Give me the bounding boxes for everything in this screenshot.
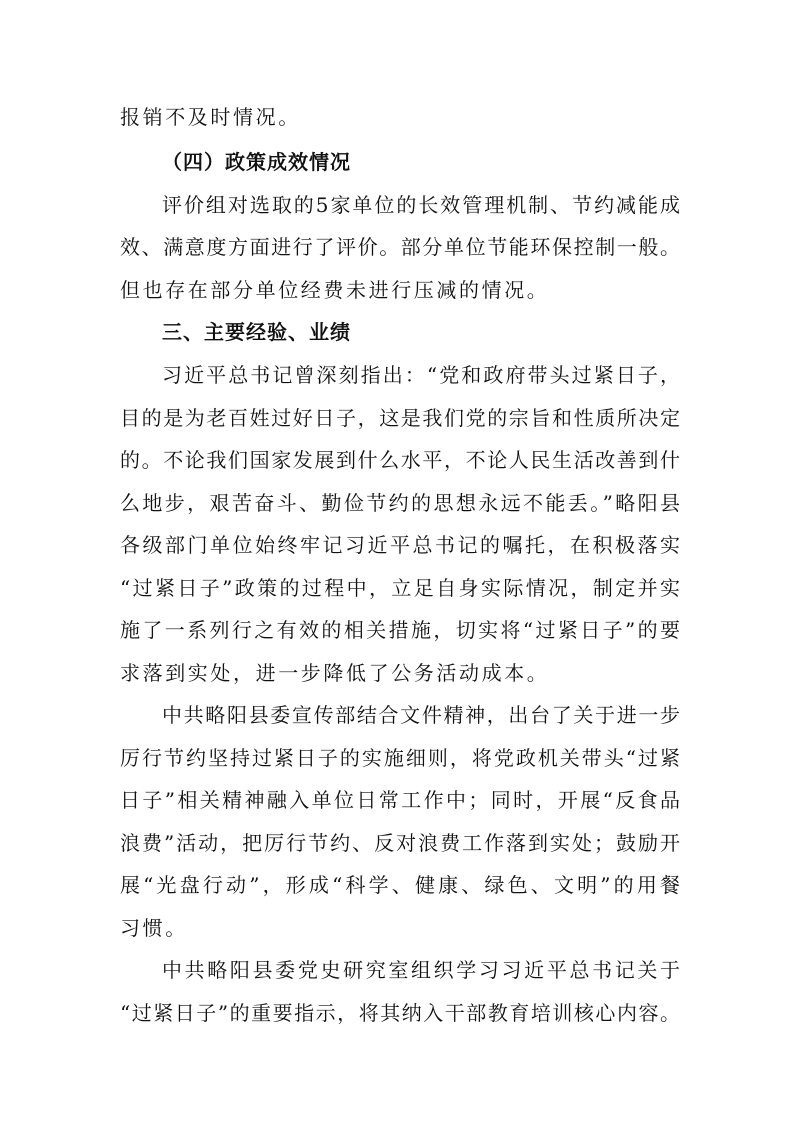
body-line: 但也存在部分单位经费未进行压减的情况。 bbox=[120, 278, 550, 302]
body-line: 各级部门单位始终牢记习近平总书记的嘱托，在积极落实 bbox=[120, 533, 680, 557]
body-line: “过紧日子”的重要指示，将其纳入干部教育培训核心内容。 bbox=[120, 1001, 680, 1025]
body-line: 评价组对选取的5家单位的长效管理机制、节约减能成 bbox=[162, 193, 680, 217]
body-line: 效、满意度方面进行了评价。部分单位节能环保控制一般。 bbox=[120, 235, 680, 259]
body-line: 厉行节约坚持过紧日子的实施细则，将党政机关带头“过紧 bbox=[120, 746, 680, 770]
section-heading: （四）政策成效情况 bbox=[162, 150, 351, 174]
body-line: 展“光盘行动”，形成“科学、健康、绿色、文明”的用餐 bbox=[120, 873, 680, 897]
body-line: 习惯。 bbox=[120, 916, 188, 940]
body-line: 目的是为老百姓过好日子，这是我们党的宗旨和性质所决定 bbox=[120, 406, 680, 430]
body-line: 中共略阳县委党史研究室组织学习习近平总书记关于 bbox=[162, 958, 680, 982]
body-line: 中共略阳县委宣传部结合文件精神，出台了关于进一步 bbox=[162, 703, 680, 727]
section-heading: 三、主要经验、业绩 bbox=[162, 320, 351, 344]
body-line: 求落到实处，进一步降低了公务活动成本。 bbox=[120, 661, 550, 685]
body-line: 日子”相关精神融入单位日常工作中；同时，开展“反食品 bbox=[120, 788, 680, 812]
body-line: 么地步，艰苦奋斗、勤俭节约的思想永远不能丢。”略阳县 bbox=[120, 491, 680, 515]
body-line: 浪费”活动，把厉行节约、反对浪费工作落到实处；鼓励开 bbox=[120, 831, 680, 855]
body-line: 报销不及时情况。 bbox=[120, 105, 301, 129]
body-line: “过紧日子”政策的过程中，立足自身实际情况，制定并实 bbox=[120, 576, 680, 600]
body-line: 的。不论我们国家发展到什么水平，不论人民生活改善到什 bbox=[120, 448, 680, 472]
body-line: 习近平总书记曾深刻指出：“党和政府带头过紧日子， bbox=[162, 363, 680, 387]
body-line: 施了一系列行之有效的相关措施，切实将“过紧日子”的要 bbox=[120, 618, 680, 642]
